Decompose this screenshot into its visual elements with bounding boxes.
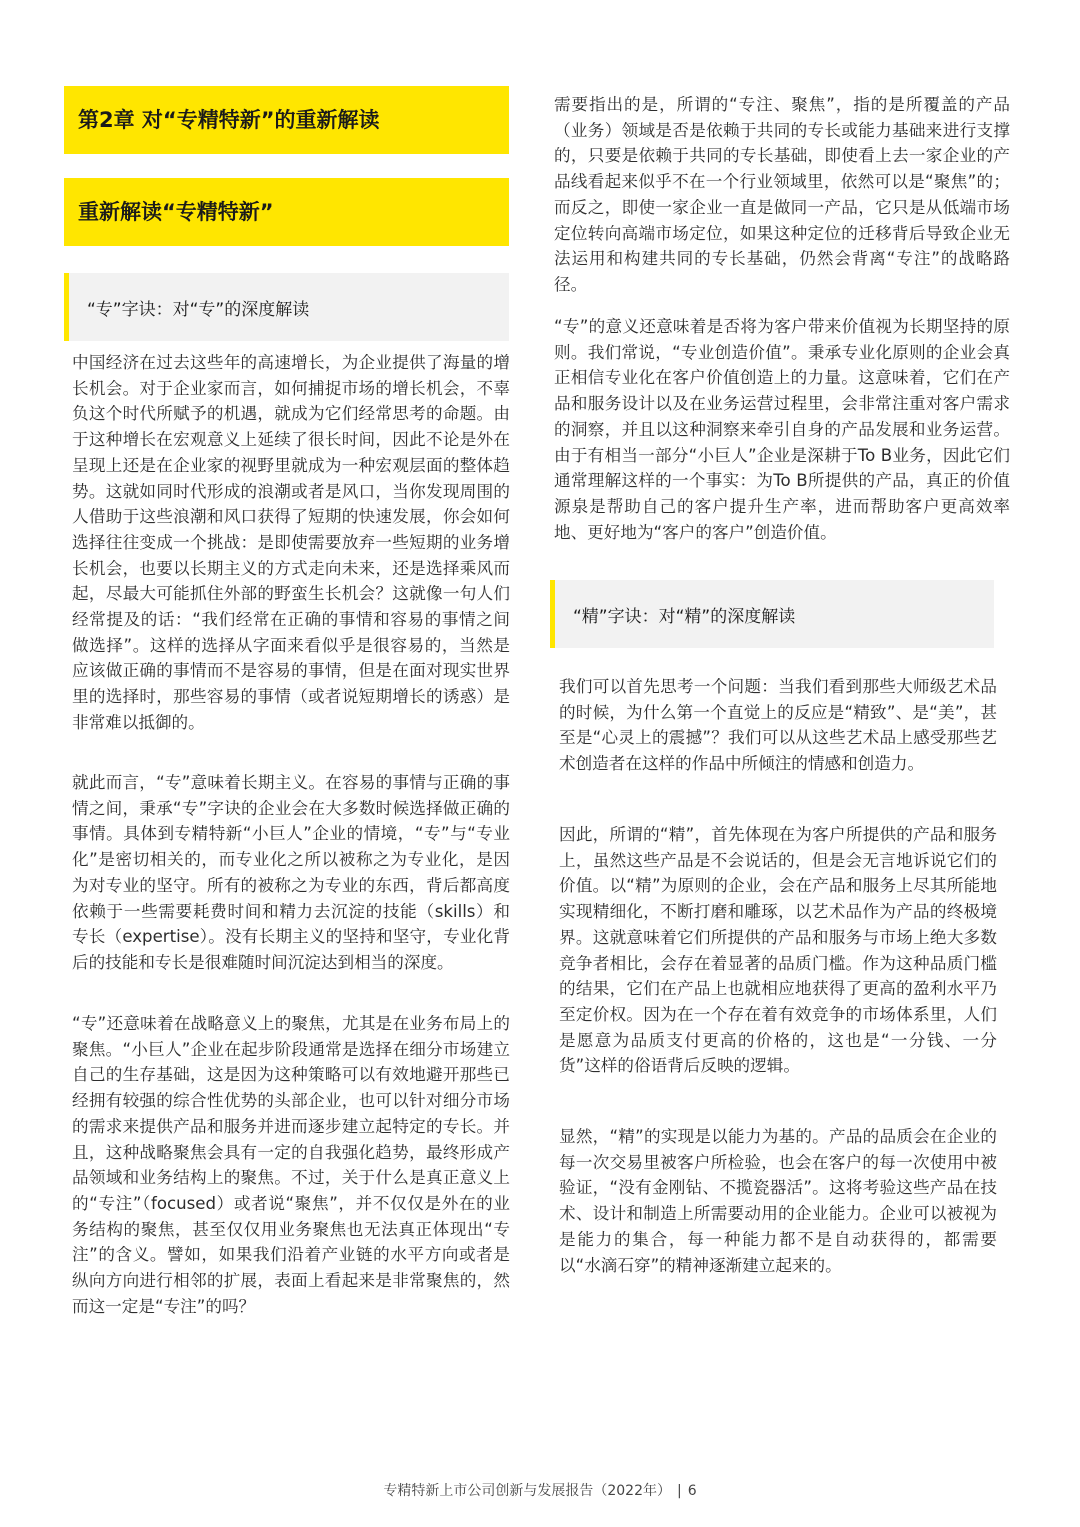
zhuan-paragraph-2: 就此而言，“专”意味着长期主义。在容易的事情与正确的事情之间，秉承“专”字诀的企业会在大多数时候选择做正确的事情。具体到专精特新“小巨人”企业的情境，“专”与“专业化”是密切相关的，而专业化之所以被称之为专业化，是因为对专业的坚守。所有的被称之为专业的东西，背后都高度依赖于一些需要耗费时间和精力去沉淀的技能（skills）和专长（expertise）。没有长期主义的坚持和坚守，专业化背后的技能和专长是很难随时间沉淀达到相当的深度。 [72,773,510,972]
zhuan-subheader [64,273,509,341]
zhuan-paragraph-4: 需要指出的是，所谓的“专注、聚焦”，指的是所覆盖的产品（业务）领域是否是依赖于共同的专长或能力基础来进行支撑的，只要是依赖于共同的专长基础，即使看上去一家企业的产品线看起来似乎不在一个行业领域里，依然可以是“聚焦”的；而反之，即使一家企业一直是做同一产品，它只是从低端市场定位转向高端市场定位，如果这种定位的迁移背后导致企业无法运用和构建共同的专长基础，仍然会背离“专注”的战略路径。 [554,95,1010,294]
chapter-title: 第2章 对“专精特新”的重新解读 [64,86,509,154]
jing-subheader-label: “精”字诀：对“精”的深度解读 [573,606,796,627]
zhuan-subheader-label: “专”字诀：对“专”的深度解读 [87,299,310,320]
jing-subheader [550,580,994,648]
zhuan-paragraph-1: 中国经济在过去这些年的高速增长，为企业提供了海量的增长机会。对于企业家而言，如何捕捉市场的增长机会，不辜负这个时代所赋予的机遇，就成为它们经常思考的命题。由于这种增长在宏观意义上延续了很长时间，因此不论是外在呈现上还是在企业家的视野里就成为一种宏观层面的整体趋势。这就如同时代形成的浪潮或者是风口，当你发现周围的人借助于这些浪潮和风口获得了短期的快速发展，你会如何选择往往变成一个挑战：是即使需要放弃一些短期的业务增长机会，也要以长期主义的方式走向未来，还是选择乘风而起，尽最大可能抓住外部的野蛮生长机会？这就像一句人们经常提及的话：“我们经常在正确的事情和容易的事情之间做选择”。这样的选择从字面来看似乎是很容易的，当然是应该做正确的事情而不是容易的事情，但是在面对现实世界里的选择时，那些容易的事情（或者说短期增长的诱惑）是非常难以抵御的。 [72,353,510,732]
jing-paragraph-2: 因此，所谓的“精”，首先体现在为客户所提供的产品和服务上，虽然这些产品是不会说话的，但是会无言地诉说它们的价值。以“精”为原则的企业，会在产品和服务上尽其所能地实现精细化，不断打磨和雕琢，以艺术品作为产品的终极境界。这就意味着它们所提供的产品和服务与市场上绝大多数竞争者相比，会存在着显著的品质门槛。作为这种品质门槛的结果，它们在产品上也就相应地获得了更高的盈利水平乃至定价权。因为在一个存在着有效竞争的市场体系里，人们是愿意为品质支付更高的价格的，这也是“一分钱、一分货”这样的俗语背后反映的逻辑。 [559,825,997,1076]
footer-separator: | [677,1483,682,1499]
jing-paragraph-1: 我们可以首先思考一个问题：当我们看到那些大师级艺术品的时候，为什么第一个直觉上的反应是“精致”、是“美”，甚至是“心灵上的震撼”？我们可以从这些艺术品上感受那些艺术创造者在这样的作品中所倾注的情感和创造力。 [559,677,997,774]
page-footer [0,1480,1080,1500]
jing-paragraph-3: 显然，“精”的实现是以能力为基的。产品的品质会在企业的每一次交易里被客户所检验，也会在客户的每一次使用中被验证，“没有金刚钻、不揽瓷器活”。这将考验这些产品在技术、设计和制造上所需要动用的企业能力。企业可以被视为是能力的集合，每一种能力都不是自动获得的，都需要以“水滴石穿”的精神逐渐建立起来的。 [559,1127,997,1275]
zhuan-paragraph-5: “专”的意义还意味着是否将为客户带来价值视为长期坚持的原则。我们常说，“专业创造价值”。秉承专业化原则的企业会真正相信专业化在客户价值创造上的力量。这意味着，它们在产品和服务设计以及在业务运营过程里，会非常注重对客户需求的洞察，并且以这种洞察来牵引自身的产品发展和业务运营。由于有相当一部分“小巨人”企业是深耕于To B业务，因此它们通常理解这样的一个事实：为To B所提供的产品，真正的价值源泉是帮助自己的客户提升生产率，进而帮助客户更高效率地、更好地为“客户的客户”创造价值。 [554,317,1010,542]
zhuan-paragraph-3: “专”还意味着在战略意义上的聚焦，尤其是在业务布局上的聚焦。“小巨人”企业在起步阶段通常是选择在细分市场建立自己的生存基础，这是因为这种策略可以有效地避开那些已经拥有较强的综合性优势的头部企业，也可以针对细分市场的需求来提供产品和服务并进而逐步建立起特定的专长。并且，这种战略聚焦会具有一定的自我强化趋势，最终形成产品领域和业务结构上的聚焦。不过，关于什么是真正意义上的“专注”（focused）或者说“聚焦”，并不仅仅是外在的业务结构的聚焦，甚至仅仅用业务聚焦也无法真正体现出“专注”的含义。譬如，如果我们沿着产业链的水平方向或者是纵向方向进行相邻的扩展，表面上看起来是非常聚焦的，然而这一定是“专注”的吗？ [72,1014,510,1316]
page-number: 6 [687,1483,697,1499]
section-title: 重新解读“专精特新” [64,178,509,246]
footer-report-title: 专精特新上市公司创新与发展报告（2022年） [383,1483,671,1499]
